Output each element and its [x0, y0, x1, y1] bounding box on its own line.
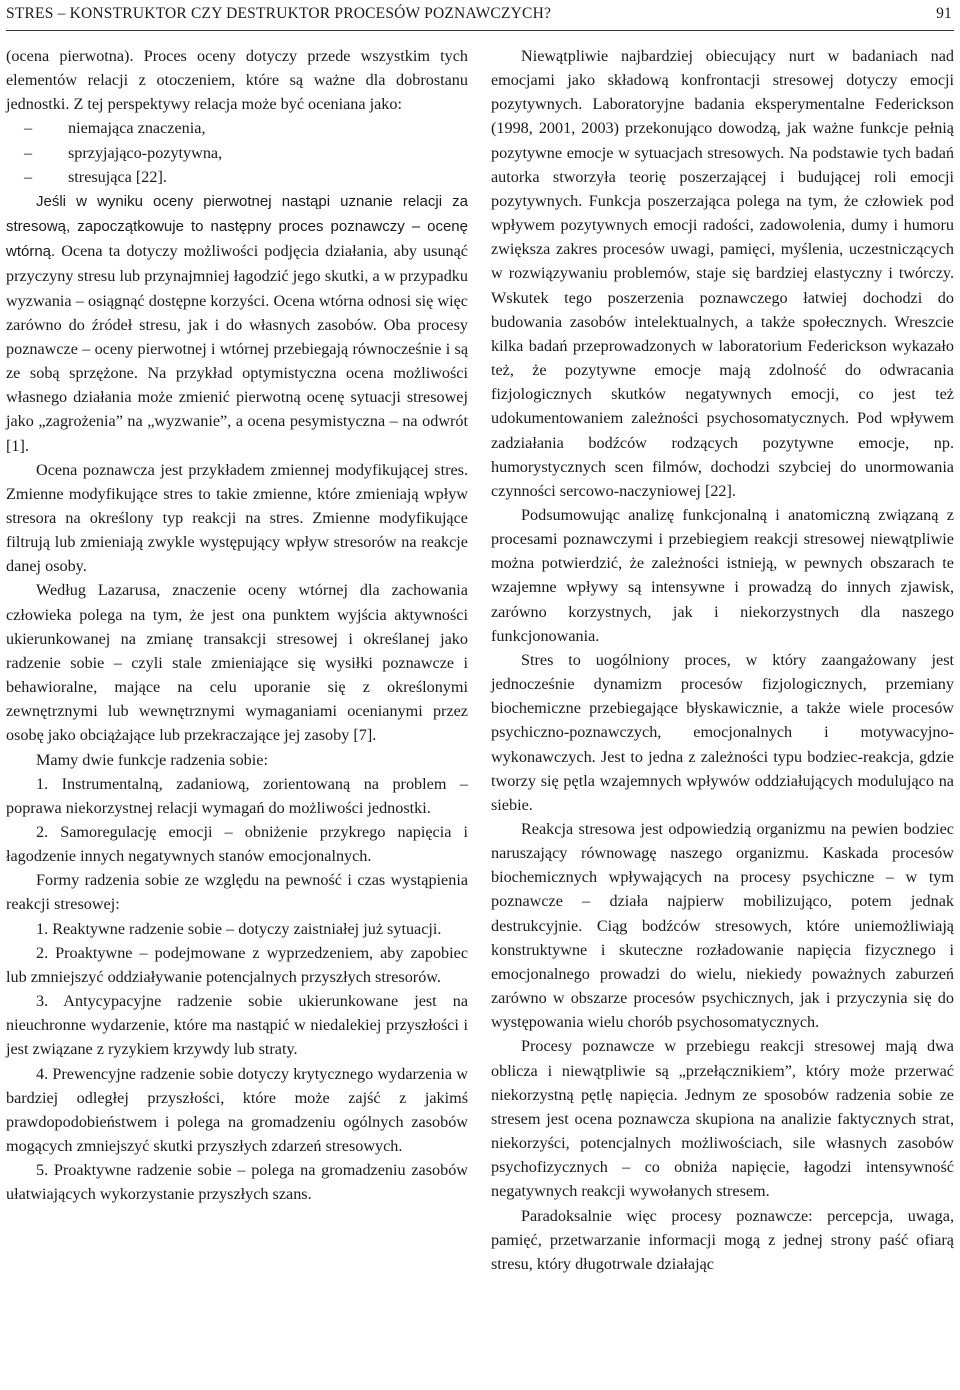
page-number: 91 — [936, 5, 952, 22]
paragraph-functions-intro: Mamy dwie funkcje radzenia sobie: — [36, 750, 268, 769]
paragraph-form-3: 3. Antycypacyjne radzenie sobie ukierunkowane jest na nieuchronne wydarzenie, które ma nastąpić w niedalekiej przyszłości i jest związane z ryzykiem krzywdy lub straty. — [6, 992, 468, 1059]
paragraph-stress-reaction: Reakcja stresowa jest odpowiedzią organizmu na pewien bodziec naruszający równowagę naszego organizmu. Kaskada procesów biochemicznych wpływających na procesy psychiczne – w tym poznawcze – działa najpierw mobilizująco, potem jednak destrukcyjnie. Ciąg bodźców stresowych, które uniemożliwiają konstruktywne i skuteczne rozładowanie napięcia fizycznego i emocjonalnego prowadzi do wielu, niekiedy poważnych zaburzeń zarówno w obszarze procesów psychicznych, jak i przyczynia się do występowania wielu chorób psychosomatycznych. — [491, 820, 954, 1032]
paragraph-paradox: Paradoksalnie więc procesy poznawcze: percepcja, uwaga, pamięć, przetwarzanie informacji mogą z jednej strony paść ofiarą stresu, który długotrwale działając — [491, 1206, 954, 1273]
paragraph-moderator: Ocena poznawcza jest przykładem zmiennej modyfikującej stres. Zmienne modyfikujące stres to takie zmienne, które zmieniają wpływ stresora na określony typ reakcji na stres. Zmienne modyfikujące filtrują lub zmieniają zwykle występujący wpływ stresorów na reakcje danej osoby. — [6, 460, 468, 576]
paragraph-form-4: 4. Prewencyjne radzenie sobie dotyczy krytycznego wydarzenia w bardziej odległej przyszłości, które może zajść z jakimś prawdopodobieństwem i polega na gromadzeniu ogólnych zasobów mogących zmniejszyć skutki przyszłych zdarzeń stresowych. — [6, 1064, 468, 1156]
sans-text-run: Jeśli w wyniku oceny pierwotnej nastąpi uznanie relacji za stresową, zapoczątkowuje to następny proces poznawczy – ocenę wtórną. — [6, 192, 468, 261]
list-item: – stresująca [22]. — [6, 165, 468, 189]
paragraph-forms-intro: Formy radzenia sobie ze względu na pewność i czas wystąpienia reakcji stresowej: — [6, 871, 468, 914]
paragraph-summary: Podsumowując analizę funkcjonalną i anatomiczną związaną z procesami poznawczymi i przebiegiem reakcji stresowej niewątpliwie można potwierdzić, że zależności istnieją, w pewnych obszarach te wzajemne wpływy są intensywne i prowadzą do innych zjawisk, zarówno korzystnych, jak i niekorzystnych dla naszego funkcjonowania. — [491, 505, 954, 645]
paragraph-function-1: 1. Instrumentalną, zadaniową, zorientowaną na problem – poprawa niekorzystnej relacji wymagań do możliwości jednostki. — [6, 774, 468, 817]
list-item: – sprzyjająco-pozytywna, — [6, 141, 468, 165]
paragraph-form-2: 2. Proaktywne – podejmowane z wyprzedzeniem, aby zapobiec lub zmniejszyć oddziaływanie potencjalnych przyszłych stresorów. — [6, 943, 468, 986]
paragraph-two-faces: Procesy poznawcze w przebiegu reakcji stresowej mają dwa oblicza i niewątpliwie są „przełącznikiem”, który może przerwać niekorzystną pętlę napięcia. Jednym ze sposobów radzenia sobie ze stresem jest ocena poznawcza skupiona na analizie faktycznych strat, niekorzyści, potencjalnych możliwościach, sile własnych zasobów psychofizycznych – co obniża napięcie, łagodzi intensywność negatywnych reakcji wywołanych stresem. — [491, 1037, 954, 1201]
paragraph-function-2: 2. Samoregulację emocji – obniżenie przykrego napięcia i łagodzenie innych negatywnych stanów emocjonalnych. — [6, 823, 468, 866]
paragraph-positive-emotions: Niewątpliwie najbardziej obiecujący nurt w badaniach nad emocjami jako składową konfrontacji stresowej dotyczy emocji pozytywnych. Laboratoryjne badania eksperymentalne Federickson (1998, 2001, 2003) przekonująco dowodzą, jak ważne funkcje pełnią pozytywne emocje w sytuacjach stresowych. Na podstawie tych badań autorka stworzyła teorię poszerzającej i budującej roli emocji pozytywnych. Funkcja poszerzająca polega na tym, że człowiek pod wpływem pozytywnych emocji radości, zadowolenia, dumy i humoru zwiększa zakres procesów uwagi, pamięci, myślenia, uczestniczących w rozwiązywaniu problemów, staje się bardziej elastyczny i twórczy. Wskutek tego poszerzenia poznawczego łatwiej dochodzi do budowania zasobów intelektualnych, a także społecznych. Wreszcie kilka badań przeprowadzonych w laboratorium Federickson wykazało też, że pozytywne emocje mają zdolność do odwracania fizjologicznych skutków negatywnych emocji, co jest też udokumentowaniem zależności psychosomatycznych. Pod wpływem zadziałania bodźców rodzących pozytywne emocje, np. humorystycznych scen filmów, dochodzi szybciej do unormowania czynności sercowo-naczyniowej [22]. — [491, 47, 954, 500]
right-column — [491, 44, 954, 1276]
list-item: – niemająca znaczenia, — [6, 116, 468, 140]
paragraph-secondary-appraisal — [6, 189, 468, 458]
paragraph-intro: (ocena pierwotna). Proces oceny dotyczy przede wszystkim tych elementów relacji z otoczeniem, które są ważne dla dobrostanu jednostki. Z tej perspektywy relacja może być oceniana jako: — [6, 47, 468, 114]
paragraph-form-5: 5. Proaktywne radzenie sobie – polega na gromadzeniu zasobów ułatwiających wykorzystanie przyszłych szans. — [6, 1161, 468, 1204]
left-column — [6, 44, 468, 1207]
paragraph-form-1: 1. Reaktywne radzenie sobie – dotyczy zaistniałej już sytuacji. — [36, 919, 442, 938]
running-header — [6, 0, 954, 31]
paragraph-complex-process: Stres to uogólniony proces, w który zaangażowany jest jednocześnie dynamizm procesów fizjologicznych, przemiany biochemiczne przebiegające błyskawicznie, a także wiele procesów psychiczno-poznawczych, emocjonalnych i motywacyjno-wykonawczych. Jest to jedna z zależności typu bodziec-reakcja, gdzie tworzy się pętla wzajemnych wpływów oddziałujących modulująco na siebie. — [491, 650, 954, 814]
paragraph-lazarus: Według Lazarusa, znaczenie oceny wtórnej dla zachowania człowieka polega na tym, że jest ona punktem wyjścia aktywności ukierunkowanej na zmianę transakcji stresowej i określanej jako radzenie sobie – czyli stale zmieniające się wysiłki poznawcze i behawioralne, mające na celu uporanie się z określonymi zewnętrznymi lub wewnętrznymi wymaganiami ocenianymi przez osobę jako obciążające lub przekraczające jej zasoby [7]. — [6, 581, 468, 745]
serif-text-run: Ocena ta dotyczy możliwości podjęcia działania, aby usunąć przyczyny stresu lub przynajmniej łagodzić jego skutki, a w przypadku wyzwania – osiągnąć dostępne korzyści. Ocena wtórna odnosi się więc zarówno do źródeł stresu, jak i do własnych zasobów. Oba procesy poznawcze – oceny pierwotnej i wtórnej przebiegają równocześnie i są ze sobą sprzężone. Na przykład optymistyczna ocena możliwości własnego działania może zmienić pierwotną ocenę sytuacji stresowej jako „zagrożenia” na „wyzwanie”, a ocena pesymistyczna – na odwrót [1]. — [6, 242, 468, 455]
running-title: STRES – KONSTRUKTOR CZY DESTRUKTOR PROCESÓW POZNAWCZYCH? — [6, 5, 552, 22]
